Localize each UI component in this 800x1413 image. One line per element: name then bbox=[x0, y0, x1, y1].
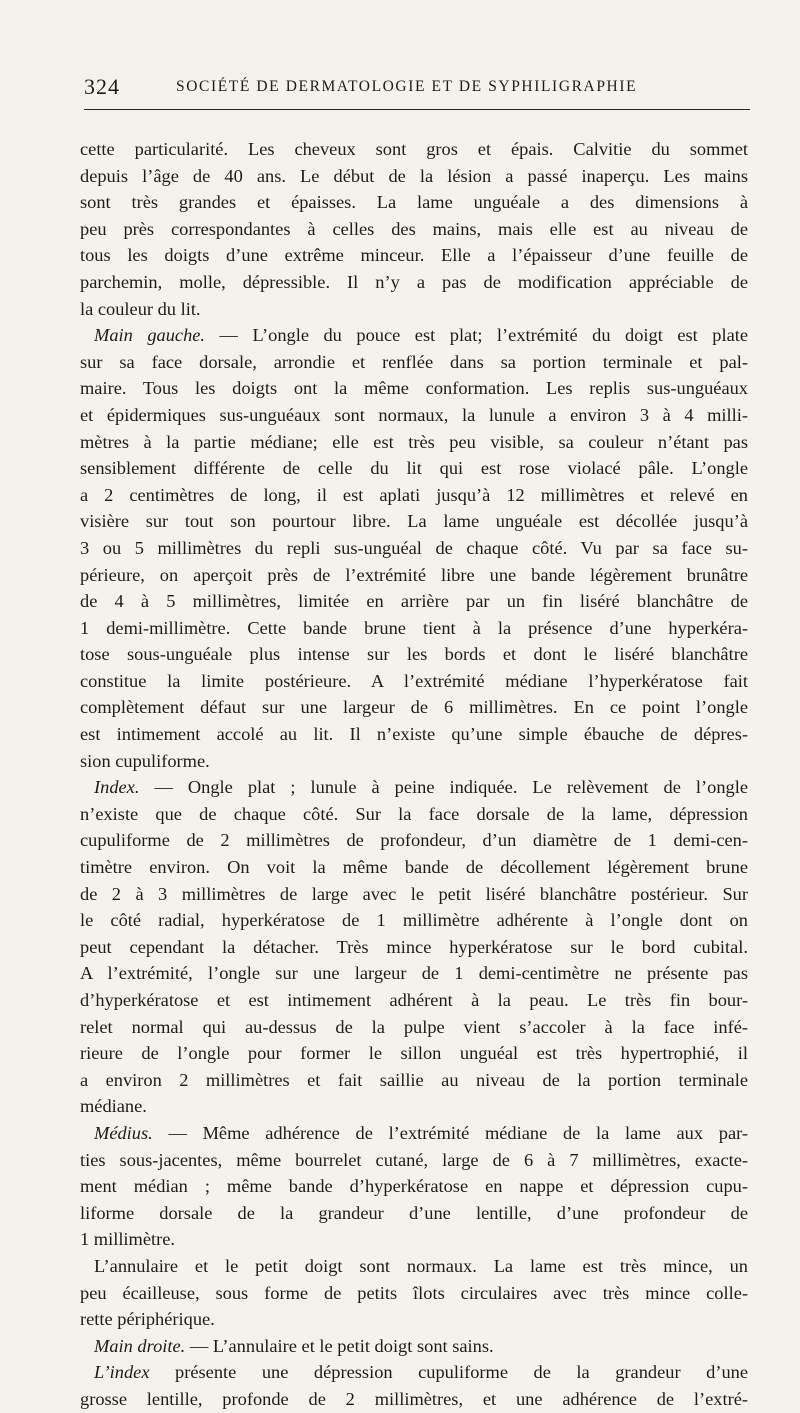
text-line bbox=[80, 1147, 748, 1174]
text-line bbox=[80, 801, 748, 828]
text-line bbox=[80, 482, 748, 509]
line-text: cette particularité. Les cheveux sont gros et épais. Calvitie du sommet bbox=[80, 139, 748, 159]
text-line bbox=[80, 1200, 748, 1227]
line-text: peu près correspondantes à celles des mains, mais elle est au niveau de bbox=[80, 218, 748, 239]
text-line bbox=[80, 694, 748, 721]
text-line bbox=[80, 136, 748, 163]
line-text: — L’ongle du pouce est plat; l’extrémité du doigt est plate bbox=[205, 325, 748, 346]
text-line bbox=[80, 1093, 748, 1120]
text-line bbox=[80, 402, 748, 429]
line-text: liforme dorsale de la grandeur d’une lentille, d’une profondeur de bbox=[80, 1202, 748, 1223]
text-line bbox=[80, 748, 748, 775]
line-text: peut cependant la détacher. Très mince hyperkératose sur le bord cubital. bbox=[80, 936, 748, 957]
text-line bbox=[80, 827, 748, 854]
text-line bbox=[80, 535, 748, 562]
text-line bbox=[80, 429, 748, 456]
line-text: A l’extrémité, l’ongle sur une largeur de 1 demi-centimètre ne présente pas bbox=[80, 963, 748, 984]
text-line bbox=[80, 1120, 748, 1147]
line-text: 1 demi-millimètre. Cette bande brune tient à la présence d’une hyperkéra- bbox=[80, 617, 748, 638]
text-line bbox=[80, 508, 748, 535]
line-text: a 2 centimètres de long, il est aplati jusqu’à 12 millimètres et relevé en bbox=[80, 484, 748, 505]
text-line bbox=[80, 349, 748, 376]
text-line bbox=[80, 854, 748, 881]
text-line bbox=[80, 641, 748, 668]
line-text: de 4 à 5 millimètres, limitée en arrière par un fin liséré blanchâtre de bbox=[80, 591, 748, 612]
italic-heading: Index. bbox=[94, 777, 140, 798]
text-line bbox=[80, 615, 748, 642]
line-text: sion cupuliforme. bbox=[80, 750, 210, 771]
line-text: sont très grandes et épaisses. La lame unguéale a des dimensions à bbox=[80, 192, 748, 213]
body-text bbox=[80, 136, 748, 1413]
text-line bbox=[80, 1253, 748, 1280]
italic-heading: Main gauche. bbox=[94, 325, 206, 346]
running-title: SOCIÉTÉ DE DERMATOLOGIE ET DE SYPHILIGRAPHIE bbox=[176, 78, 638, 95]
text-line bbox=[80, 588, 748, 615]
line-text: visière sur tout son pourtour libre. La lame unguéale est décollée jusqu’à bbox=[80, 511, 748, 532]
line-text: — L’annulaire et le petit doigt sont sains. bbox=[185, 1335, 494, 1356]
text-line bbox=[80, 1333, 748, 1360]
text-line bbox=[80, 216, 748, 243]
line-text: ties sous-jacentes, même bourrelet cutané, large de 6 à 7 millimètres, exacte- bbox=[80, 1149, 748, 1170]
line-text: complètement défaut sur une largeur de 6 millimètres. En ce point l’ongle bbox=[80, 697, 748, 718]
text-line bbox=[80, 1173, 748, 1200]
text-line bbox=[80, 668, 748, 695]
line-text: la couleur du lit. bbox=[80, 298, 201, 319]
text-line bbox=[80, 562, 748, 589]
line-text: rieure de l’ongle pour former le sillon unguéal est très hypertrophié, il bbox=[80, 1043, 748, 1064]
line-text: cupuliforme de 2 millimètres de profondeur, d’un diamètre de 1 demi-cen- bbox=[80, 830, 748, 851]
text-line bbox=[80, 1067, 748, 1094]
line-text: maire. Tous les doigts ont la même conformation. Les replis sus-unguéaux bbox=[80, 378, 748, 399]
text-line bbox=[80, 1386, 748, 1413]
text-line bbox=[80, 881, 748, 908]
text-line bbox=[80, 163, 748, 190]
line-text: depuis l’âge de 40 ans. Le début de la lésion a passé inaperçu. Les mains bbox=[80, 165, 748, 186]
text-line bbox=[80, 189, 748, 216]
line-text: relet normal qui au-dessus de la pulpe vient s’accoler à la face infé- bbox=[80, 1016, 748, 1037]
text-line bbox=[80, 1359, 748, 1386]
text-line bbox=[80, 269, 748, 296]
page-header bbox=[84, 74, 750, 104]
line-text: grosse lentille, profonde de 2 millimètres, et une adhérence de l’extré- bbox=[80, 1388, 748, 1409]
italic-heading: L’index bbox=[94, 1362, 150, 1383]
text-line bbox=[80, 1306, 748, 1333]
text-line bbox=[80, 1014, 748, 1041]
line-text: L’annulaire et le petit doigt sont normaux. La lame est très mince, un bbox=[94, 1255, 748, 1276]
text-line bbox=[80, 1280, 748, 1307]
page-number: 324 bbox=[84, 74, 120, 99]
italic-heading: Médius. bbox=[94, 1122, 153, 1143]
line-text: peu écailleuse, sous forme de petits îlots circulaires avec très mince colle- bbox=[80, 1282, 748, 1303]
text-line bbox=[80, 987, 748, 1014]
text-line bbox=[80, 721, 748, 748]
line-text: d’hyperkératose et est intimement adhérent à la peau. Le très fin bour- bbox=[80, 990, 748, 1010]
text-line bbox=[80, 1226, 748, 1253]
line-text: parchemin, molle, dépressible. Il n’y a pas de modification appréciable de bbox=[80, 271, 748, 292]
line-text: médiane. bbox=[80, 1096, 147, 1117]
text-line bbox=[80, 242, 748, 269]
line-text: constitue la limite postérieure. A l’extrémité médiane l’hyperkératose fait bbox=[80, 670, 748, 691]
line-text: le côté radial, hyperkératose de 1 millimètre adhérente à l’ongle dont on bbox=[80, 910, 748, 931]
line-text: mètres à la partie médiane; elle est très peu visible, sa couleur n’étant pas bbox=[80, 431, 748, 452]
text-line bbox=[80, 774, 748, 801]
text-line bbox=[80, 375, 748, 402]
line-text: périeure, on aperçoit près de l’extrémité libre une bande légèrement brunâtre bbox=[80, 564, 748, 585]
line-text: — Même adhérence de l’extrémité médiane de la lame aux par- bbox=[152, 1122, 748, 1143]
line-text: de 2 à 3 millimètres de large avec le petit liséré blanchâtre postérieur. Sur bbox=[80, 883, 748, 904]
line-text: 3 ou 5 millimètres du repli sus-unguéal de chaque côté. Vu par sa face su- bbox=[80, 537, 748, 558]
line-text: sensiblement différente de celle du lit qui est rose violacé pâle. L’ongle bbox=[80, 458, 748, 479]
text-line bbox=[80, 934, 748, 961]
text-line bbox=[80, 322, 748, 349]
line-text: tous les doigts d’une extrême minceur. Elle a l’épaisseur d’une feuille de bbox=[80, 245, 748, 266]
line-text: tose sous-unguéale plus intense sur les bords et dont le liséré blanchâtre bbox=[80, 644, 748, 665]
text-line bbox=[80, 907, 748, 934]
line-text: et épidermiques sus-unguéaux sont normaux, la lunule a environ 3 à 4 milli- bbox=[80, 404, 748, 425]
line-text: est intimement accolé au lit. Il n’existe qu’une simple ébauche de dépres- bbox=[80, 724, 748, 745]
text-line bbox=[80, 960, 748, 987]
line-text: n’existe que de chaque côté. Sur la face dorsale de la lame, dépression bbox=[80, 803, 748, 824]
line-text: sur sa face dorsale, arrondie et renflée dans sa portion terminale et pal- bbox=[80, 351, 748, 372]
line-text: — Ongle plat ; lunule à peine indiquée. Le relèvement de l’ongle bbox=[139, 777, 748, 798]
text-line bbox=[80, 1040, 748, 1067]
header-rule bbox=[84, 109, 750, 110]
line-text: rette périphérique. bbox=[80, 1309, 215, 1330]
line-text: a environ 2 millimètres et fait saillie au niveau de la portion terminale bbox=[80, 1069, 748, 1090]
text-line bbox=[80, 296, 748, 323]
line-text: 1 millimètre. bbox=[80, 1229, 175, 1250]
line-text: ment médian ; même bande d’hyperkératose en nappe et dépression cupu- bbox=[80, 1176, 748, 1197]
line-text: timètre environ. On voit la même bande de décollement légèrement brune bbox=[80, 857, 748, 878]
line-text: présente une dépression cupuliforme de la grandeur d’une bbox=[149, 1362, 748, 1383]
text-line bbox=[80, 455, 748, 482]
italic-heading: Main droite. bbox=[94, 1335, 186, 1356]
